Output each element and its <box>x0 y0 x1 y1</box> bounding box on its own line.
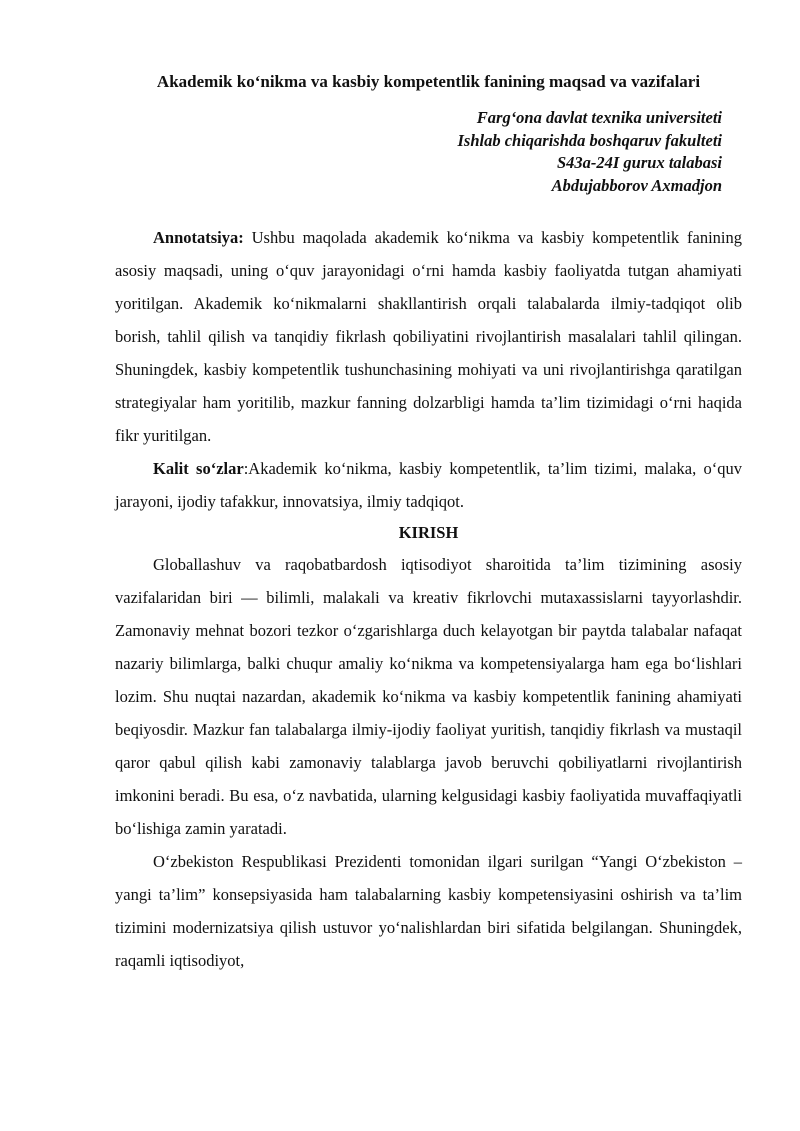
keywords-label: Kalit so‘zlar <box>153 459 244 478</box>
annotation-label: Annotatsiya: <box>153 228 244 247</box>
annotation-paragraph <box>115 221 742 452</box>
keywords-paragraph <box>115 452 742 518</box>
student-group: S43a-24I gurux talabasi <box>556 153 722 172</box>
author-name: Abdujabborov Axmadjon <box>551 175 722 195</box>
faculty-name: Ishlab chiqarishda boshqaruv fakulteti <box>457 130 722 150</box>
section-heading-intro: KIRISH <box>398 523 459 542</box>
keywords-text: :Akademik ko‘nikma, kasbiy kompetentlik, ta’lim tizimi, malaka, o‘quv jarayoni, ijodiy tafakkur, innovatsiya, ilmiy tadqiqot. <box>115 459 742 511</box>
body-paragraph: O‘zbekiston Respublikasi Prezidenti tomonidan ilgari surilgan “Yangi O‘zbekiston – yangi ta’lim” konsepsiyasida ham talabalarning kasbiy kompetensiyasini oshirish va ta’lim tizimini modernizatsiya qilish ustuvor yo‘nalishlardan biri sifatida belgilangan. Shuningdek, raqamli iqtisodiyot, <box>115 852 742 970</box>
university-name: Farg‘ona davlat texnika universiteti <box>476 108 722 127</box>
document-page <box>115 70 742 977</box>
annotation-text: Ushbu maqolada akademik ko‘nikma va kasbiy kompetentlik fanining asosiy maqsadi, uning o‘quv jarayonidagi o‘rni hamda kasbiy faoliyatda tutgan ahamiyati yoritilgan. Akademik ko‘nikmalarni shakllantirish orqali talabalarda ilmiy-tadqiqot olib borish, tahlil qilish va tanqidiy fikrlash qobiliyatini rivojlantirish masalalari tahlil qilingan. Shuningdek, kasbiy kompetentlik tushunchasining mohiyati va uni rivojlantirishga qaratilgan strategiyalar ham yoritilib, mazkur fanning dolzarbligi hamda ta’lim tizimidagi o‘rni haqida fikr yuritilgan. <box>115 228 742 445</box>
author-affiliation <box>115 107 722 197</box>
paper-title: Akademik ko‘nikma va kasbiy kompetentlik fanining maqsad va vazifalari <box>156 72 701 91</box>
body-paragraph: Globallashuv va raqobatbardosh iqtisodiyot sharoitida ta’lim tizimining asosiy vazifalaridan biri — bilimli, malakali va kreativ fikrlovchi mutaxassislarni tayyorlashdir. Zamonaviy mehnat bozori tezkor o‘zgarishlarga duch kelayotgan bir paytda talabalar nafaqat nazariy bilimlarga, balki chuqur amaliy ko‘nikma va kompetensiyalarga ham ega bo‘lishlari lozim. Shu nuqtai nazardan, akademik ko‘nikma va kasbiy kompetentlik fanining ahamiyati beqiyosdir. Mazkur fan talabalarga ilmiy-ijodiy faoliyat yuritish, tanqidiy fikrlash va mustaqil qaror qabul qilish kabi zamonaviy talablarga javob beruvchi qobiliyatlarni rivojlantirish imkonini beradi. Bu esa, o‘z navbatida, ularning kelgusidagi kasbiy faoliyatida muvaffaqiyatli bo‘lishiga zamin yaratadi. <box>115 555 742 838</box>
